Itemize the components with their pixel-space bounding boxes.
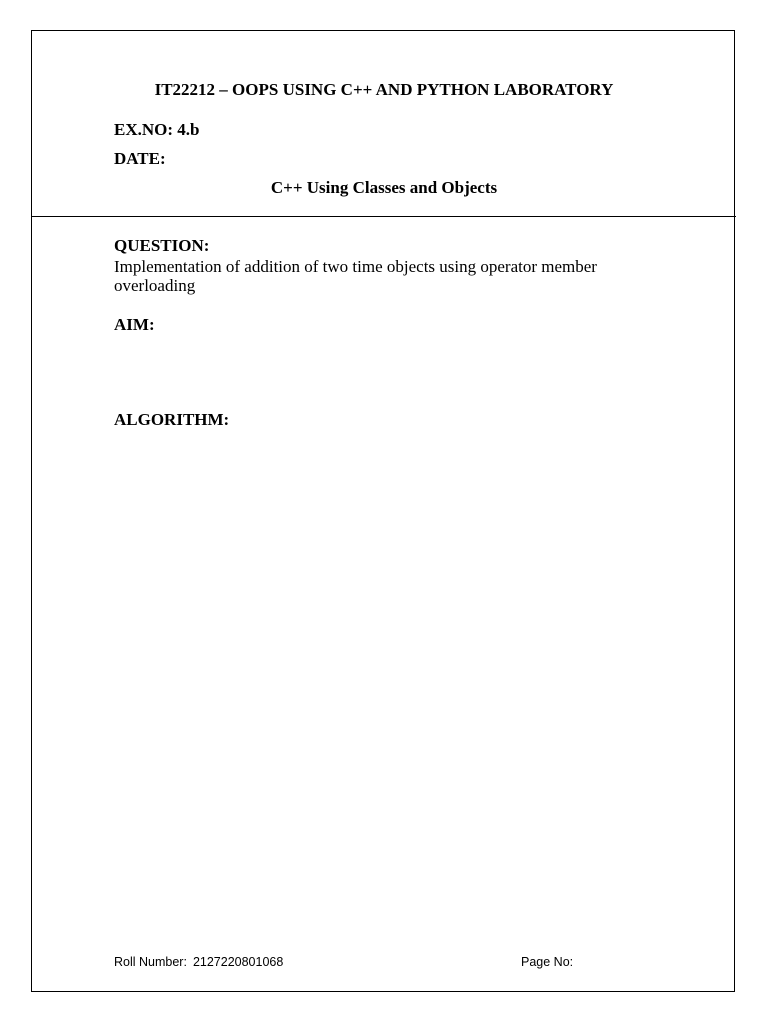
course-title: IT22212 – OOPS USING C++ AND PYTHON LABORATORY [154, 80, 614, 99]
page-border [31, 30, 735, 992]
exercise-number [114, 120, 200, 140]
question-heading: QUESTION: [114, 236, 210, 255]
roll-label: Roll Number: [114, 955, 187, 969]
page-label: Page No: [521, 955, 574, 969]
question-text: Implementation of addition of two time objects using operator member overloading [114, 257, 597, 295]
page-number [521, 955, 573, 969]
date-label: DATE: [114, 149, 166, 168]
exno-value: 4.b [177, 120, 200, 139]
experiment-title: C++ Using Classes and Objects [270, 178, 498, 197]
roll-number [114, 955, 283, 969]
header-divider [31, 216, 736, 217]
date-field [114, 149, 166, 169]
algorithm-heading: ALGORITHM: [114, 410, 230, 429]
aim-heading: AIM: [114, 315, 155, 334]
exno-label: EX.NO: [114, 120, 174, 139]
roll-value: 2127220801068 [192, 955, 284, 969]
